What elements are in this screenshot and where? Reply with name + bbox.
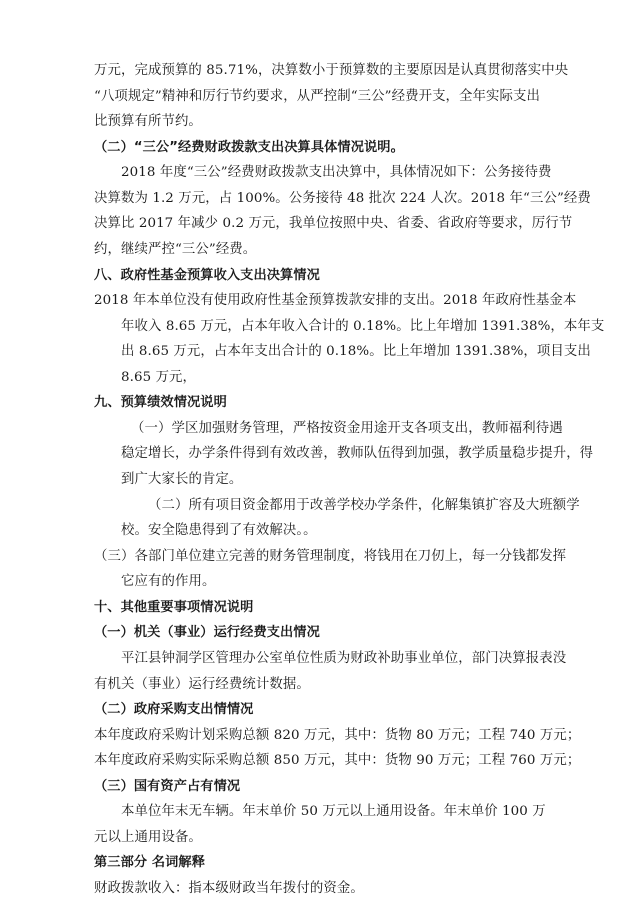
paragraph-line: （一）学区加强财务管理，严格按资金用途开支各项支出，教师福利待遇 bbox=[131, 420, 563, 436]
paragraph-line: 有机关（事业）运行经费统计数据。 bbox=[94, 676, 310, 692]
paragraph-line: 决算数为 1.2 万元，占 100%。公务接待 48 批次 224 人次。2018 年“三公”经费 bbox=[94, 190, 591, 206]
paragraph-line: 2018 年度“三公”经费财政拨款支出决算中，具体情况如下：公务接待费 bbox=[121, 165, 552, 181]
paragraph-line: 财政拨款收入：指本级财政当年拨付的资金。 bbox=[94, 881, 364, 896]
paragraph-line: 8.65 万元， bbox=[121, 369, 197, 385]
section-heading: 十、其他重要事项情况说明 bbox=[94, 599, 254, 615]
paragraph-line: 平江县钟洞学区管理办公室单位性质为财政补助事业单位，部门决算报表没 bbox=[121, 650, 567, 666]
paragraph-line: （三）各部门单位建立完善的财务管理制度，将钱用在刀仞上，每一分钱都发挥 bbox=[94, 548, 567, 564]
paragraph-line: “八项规定”精神和厉行节约要求，从严控制“三公”经费开支，全年实际支出 bbox=[94, 88, 540, 104]
paragraph-line: 年收入 8.65 万元，占本年收入合计的 0.18%。比上年增加 1391.38%，本年支 bbox=[121, 318, 605, 334]
paragraph-line: 比预算有所节约。 bbox=[94, 114, 202, 130]
section-heading: （二）“三公”经费财政拨款支出决算具体情况说明。 bbox=[94, 139, 404, 155]
paragraph-line: 元以上通用设备。 bbox=[94, 829, 202, 845]
paragraph-line: 稳定增长，办学条件得到有效改善，教师队伍得到加强，教学质量稳步提升，得 bbox=[121, 446, 594, 462]
paragraph-line: 它应有的作用。 bbox=[121, 574, 216, 590]
paragraph-line: （二）所有项目资金都用于改善学校办学条件，化解集镇扩容及大班额学 bbox=[148, 497, 580, 513]
subsection-heading: （二）政府采购支出情情况 bbox=[94, 702, 254, 718]
subsection-heading: （一）机关（事业）运行经费支出情况 bbox=[94, 625, 320, 641]
paragraph-line: 校。安全隐患得到了有效解决。。 bbox=[121, 523, 317, 539]
paragraph-line: 本单位年末无车辆。年末单价 50 万元以上通用设备。年末单价 100 万 bbox=[121, 804, 546, 820]
subsection-heading: （三）国有资产占有情况 bbox=[94, 778, 241, 794]
paragraph-line: 2018 年本单位没有使用政府性基金预算拨款安排的支出。2018 年政府性基金本 bbox=[94, 293, 577, 309]
section-heading: 九、预算绩效情况说明 bbox=[94, 395, 227, 411]
paragraph-line: 出 8.65 万元，占本年支出合计的 0.18%。比上年增加 1391.38%，项目支出 bbox=[121, 344, 591, 360]
paragraph-line: 约，继续严控“三公”经费。 bbox=[94, 241, 257, 257]
paragraph-line: 决算比 2017 年减少 0.2 万元，我单位按照中央、省委、省政府等要求，厉行节 bbox=[94, 216, 573, 232]
part-heading: 第三部分 名词解释 bbox=[94, 855, 205, 871]
paragraph-line: 到广大家长的肯定。 bbox=[121, 472, 243, 487]
paragraph-line: 万元，完成预算的 85.71%，决算数小于预算数的主要原因是认真贯彻落实中央 bbox=[94, 63, 569, 78]
paragraph-line: 本年度政府采购计划采购总额 820 万元，其中：货物 80 万元；工程 740 万元； bbox=[94, 727, 581, 743]
paragraph-line: 本年度政府采购实际采购总额 850 万元，其中：货物 90 万元；工程 760 万元； bbox=[94, 753, 581, 769]
section-heading: 八、政府性基金预算收入支出决算情况 bbox=[94, 267, 320, 283]
